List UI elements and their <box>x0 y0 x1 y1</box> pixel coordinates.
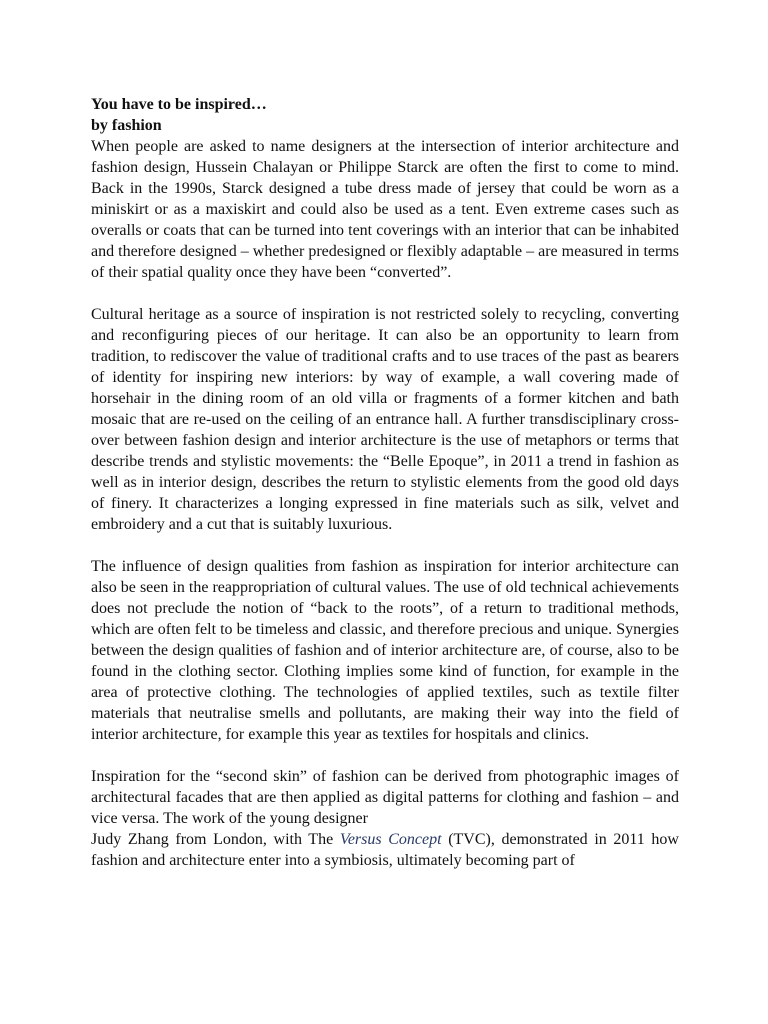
title-line-1: You have to be inspired… <box>91 96 267 113</box>
paragraph-5-text-b: (TVC), demonstrated in 2011 how fashion and architecture enter into a symbiosis, ultimately becoming part of <box>91 831 679 869</box>
versus-concept-title: Versus Concept <box>339 831 442 848</box>
paragraph-4: Inspiration for the “second skin” of fashion can be derived from photographic images of architectural facades that are then applied as digital patterns for clothing and fashion – and vice versa. The work of the young designer <box>91 768 679 827</box>
title-line-2: by fashion <box>91 117 162 134</box>
paragraph-2: Cultural heritage as a source of inspiration is not restricted solely to recycling, converting and reconfiguring pieces of our heritage. It can also be an opportunity to learn from tradition, to rediscover the value of traditional crafts and to use traces of the past as bearers of identity for inspiring new interiors: by way of example, a wall covering made of horsehair in the dining room of an old villa or fragments of a former kitchen and bath mosaic that are re-used on the ceiling of an entrance hall. A further transdisciplinary cross-over between fashion design and interior architecture is the use of metaphors or terms that describe trends and stylistic movements: the “Belle Epoque”, in 2011 a trend in fashion as well as in interior design, describes the return to stylistic elements from the good old days of finery. It characterizes a longing expressed in fine materials such as silk, velvet and embroidery and a cut that is suitably luxurious. <box>91 306 679 533</box>
paragraph-1: When people are asked to name designers at the intersection of interior architecture and fashion design, Hussein Chalayan or Philippe Starck are often the first to come to mind. Back in the 1990s, Starck designed a tube dress made of jersey that could be worn as a miniskirt or as a maxiskirt and could also be used as a tent. Even extreme cases such as overalls or coats that can be turned into tent coverings with an interior that can be inhabited and therefore designed – whether predesigned or flexibly adaptable – are measured in terms of their spatial quality once they have been “converted”. <box>91 138 679 281</box>
document-body <box>91 94 679 892</box>
paragraph-3: The influence of design qualities from fashion as inspiration for interior architecture can also be seen in the reappropriation of cultural values. The use of old technical achievements does not preclude the notion of “back to the roots”, of a return to traditional methods, which are often felt to be timeless and classic, and therefore precious and unique. Synergies between the design qualities of fashion and of interior architecture are, of course, also to be found in the clothing sector. Clothing implies some kind of function, for example in the area of protective clothing. The technologies of applied textiles, such as textile filter materials that neutralise smells and pollutants, are making their way into the field of interior architecture, for example this year as textiles for hospitals and clinics. <box>91 558 679 743</box>
paragraph-5 <box>91 829 679 871</box>
paragraph-5-text-a: Judy Zhang from London, with The <box>91 831 340 848</box>
